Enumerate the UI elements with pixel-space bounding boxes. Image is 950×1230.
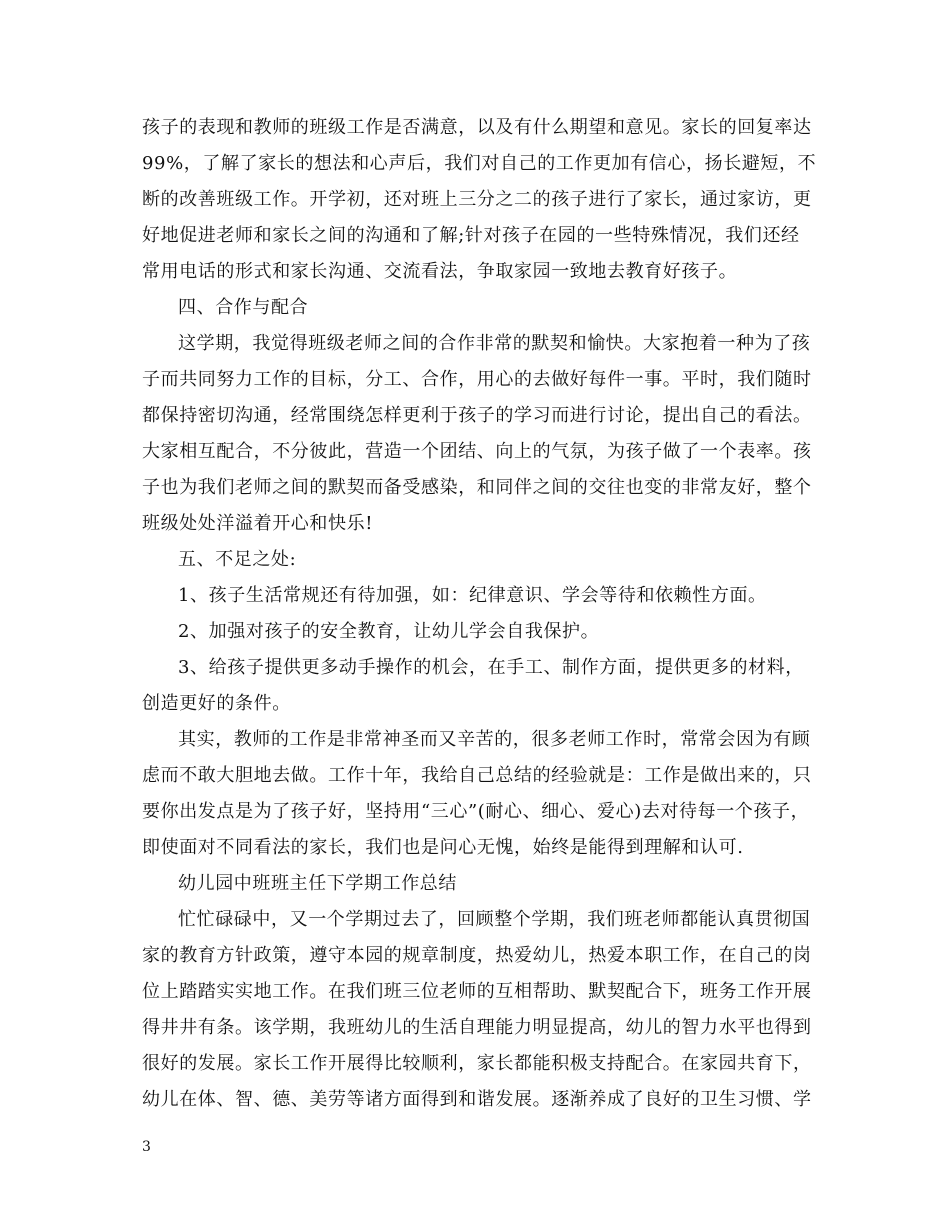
text-line: 这学期，我觉得班级老师之间的合作非常的默契和愉快。大家抱着一种为了孩: [178, 333, 811, 354]
text-line: 好地促进老师和家长之间的沟通和了解;针对孩子在园的一些特殊情况，我们还经: [142, 225, 800, 246]
text-line: 得井井有条。该学期，我班幼儿的生活自理能力明显提高，幼儿的智力水平也得到: [142, 1017, 812, 1038]
text-line: 子也为我们老师之间的默契而备受感染，和同伴之间的交往也变的非常友好，整个: [142, 477, 812, 498]
text-line: 孩子的表现和教师的班级工作是否满意，以及有什么期望和意见。家长的回复率达: [142, 117, 812, 138]
text-line: 99%，了解了家长的想法和心声后，我们对自己的工作更加有信心，扬长避短，不: [142, 153, 817, 174]
text-line: 家的教育方针政策，遵守本园的规章制度，热爱幼儿，热爱本职工作，在自己的岗: [142, 945, 812, 966]
text-line: 很好的发展。家长工作开展得比较顺利，家长都能积极支持配合。在家园共育下，: [142, 1053, 812, 1074]
text-line: 班级处处洋溢着开心和快乐!: [142, 513, 374, 534]
text-line: 其实，教师的工作是非常神圣而又辛苦的，很多老师工作时，常常会因为有顾: [178, 729, 811, 750]
text-line: 都保持密切沟通，经常围绕怎样更利于孩子的学习而进行讨论，提出自己的看法。: [142, 405, 812, 426]
text-line: 即使面对不同看法的家长，我们也是问心无愧，始终是能得到理解和认可.: [142, 837, 744, 858]
page-number: 3: [142, 1139, 151, 1155]
text-line: 常用电话的形式和家长沟通、交流看法，争取家园一致地去教育好孩子。: [142, 261, 738, 282]
list-item: 1、孩子生活常规还有待加强，如：纪律意识、学会等待和依赖性方面。: [178, 585, 767, 606]
text-line: 子而共同努力工作的目标，分工、合作，用心的去做好每件一事。平时，我们随时: [142, 369, 812, 390]
text-line: 忙忙碌碌中，又一个学期过去了，回顾整个学期，我们班老师都能认真贯彻国: [178, 909, 811, 930]
section-heading: 四、合作与配合: [178, 297, 309, 318]
text-line: 大家相互配合，不分彼此，营造一个团结、向上的气氛，为孩子做了一个表率。孩: [142, 441, 812, 462]
list-item: 2、加强对孩子的安全教育，让幼儿学会自我保护。: [178, 621, 600, 642]
text-line: 创造更好的条件。: [142, 693, 291, 714]
text-line: 虑而不敢大胆地去做。工作十年，我给自己总结的经验就是：工作是做出来的，只: [142, 765, 812, 786]
text-line: 要你出发点是为了孩子好，坚持用“三心”(耐心、细心、爱心)去对待每一个孩子，: [142, 801, 810, 822]
document-title: 幼儿园中班班主任下学期工作总结: [178, 873, 457, 894]
section-heading: 五、不足之处:: [178, 549, 297, 570]
text-line: 断的改善班级工作。开学初，还对班上三分之二的孩子进行了家长，通过家访，更: [142, 189, 812, 210]
text-line: 幼儿在体、智、德、美劳等诸方面得到和谐发展。逐渐养成了良好的卫生习惯、学: [142, 1089, 812, 1110]
list-item: 3、给孩子提供更多动手操作的机会，在手工、制作方面，提供更多的材料，: [178, 657, 804, 678]
text-line: 位上踏踏实实地工作。在我们班三位老师的互相帮助、默契配合下，班务工作开展: [142, 981, 812, 1002]
